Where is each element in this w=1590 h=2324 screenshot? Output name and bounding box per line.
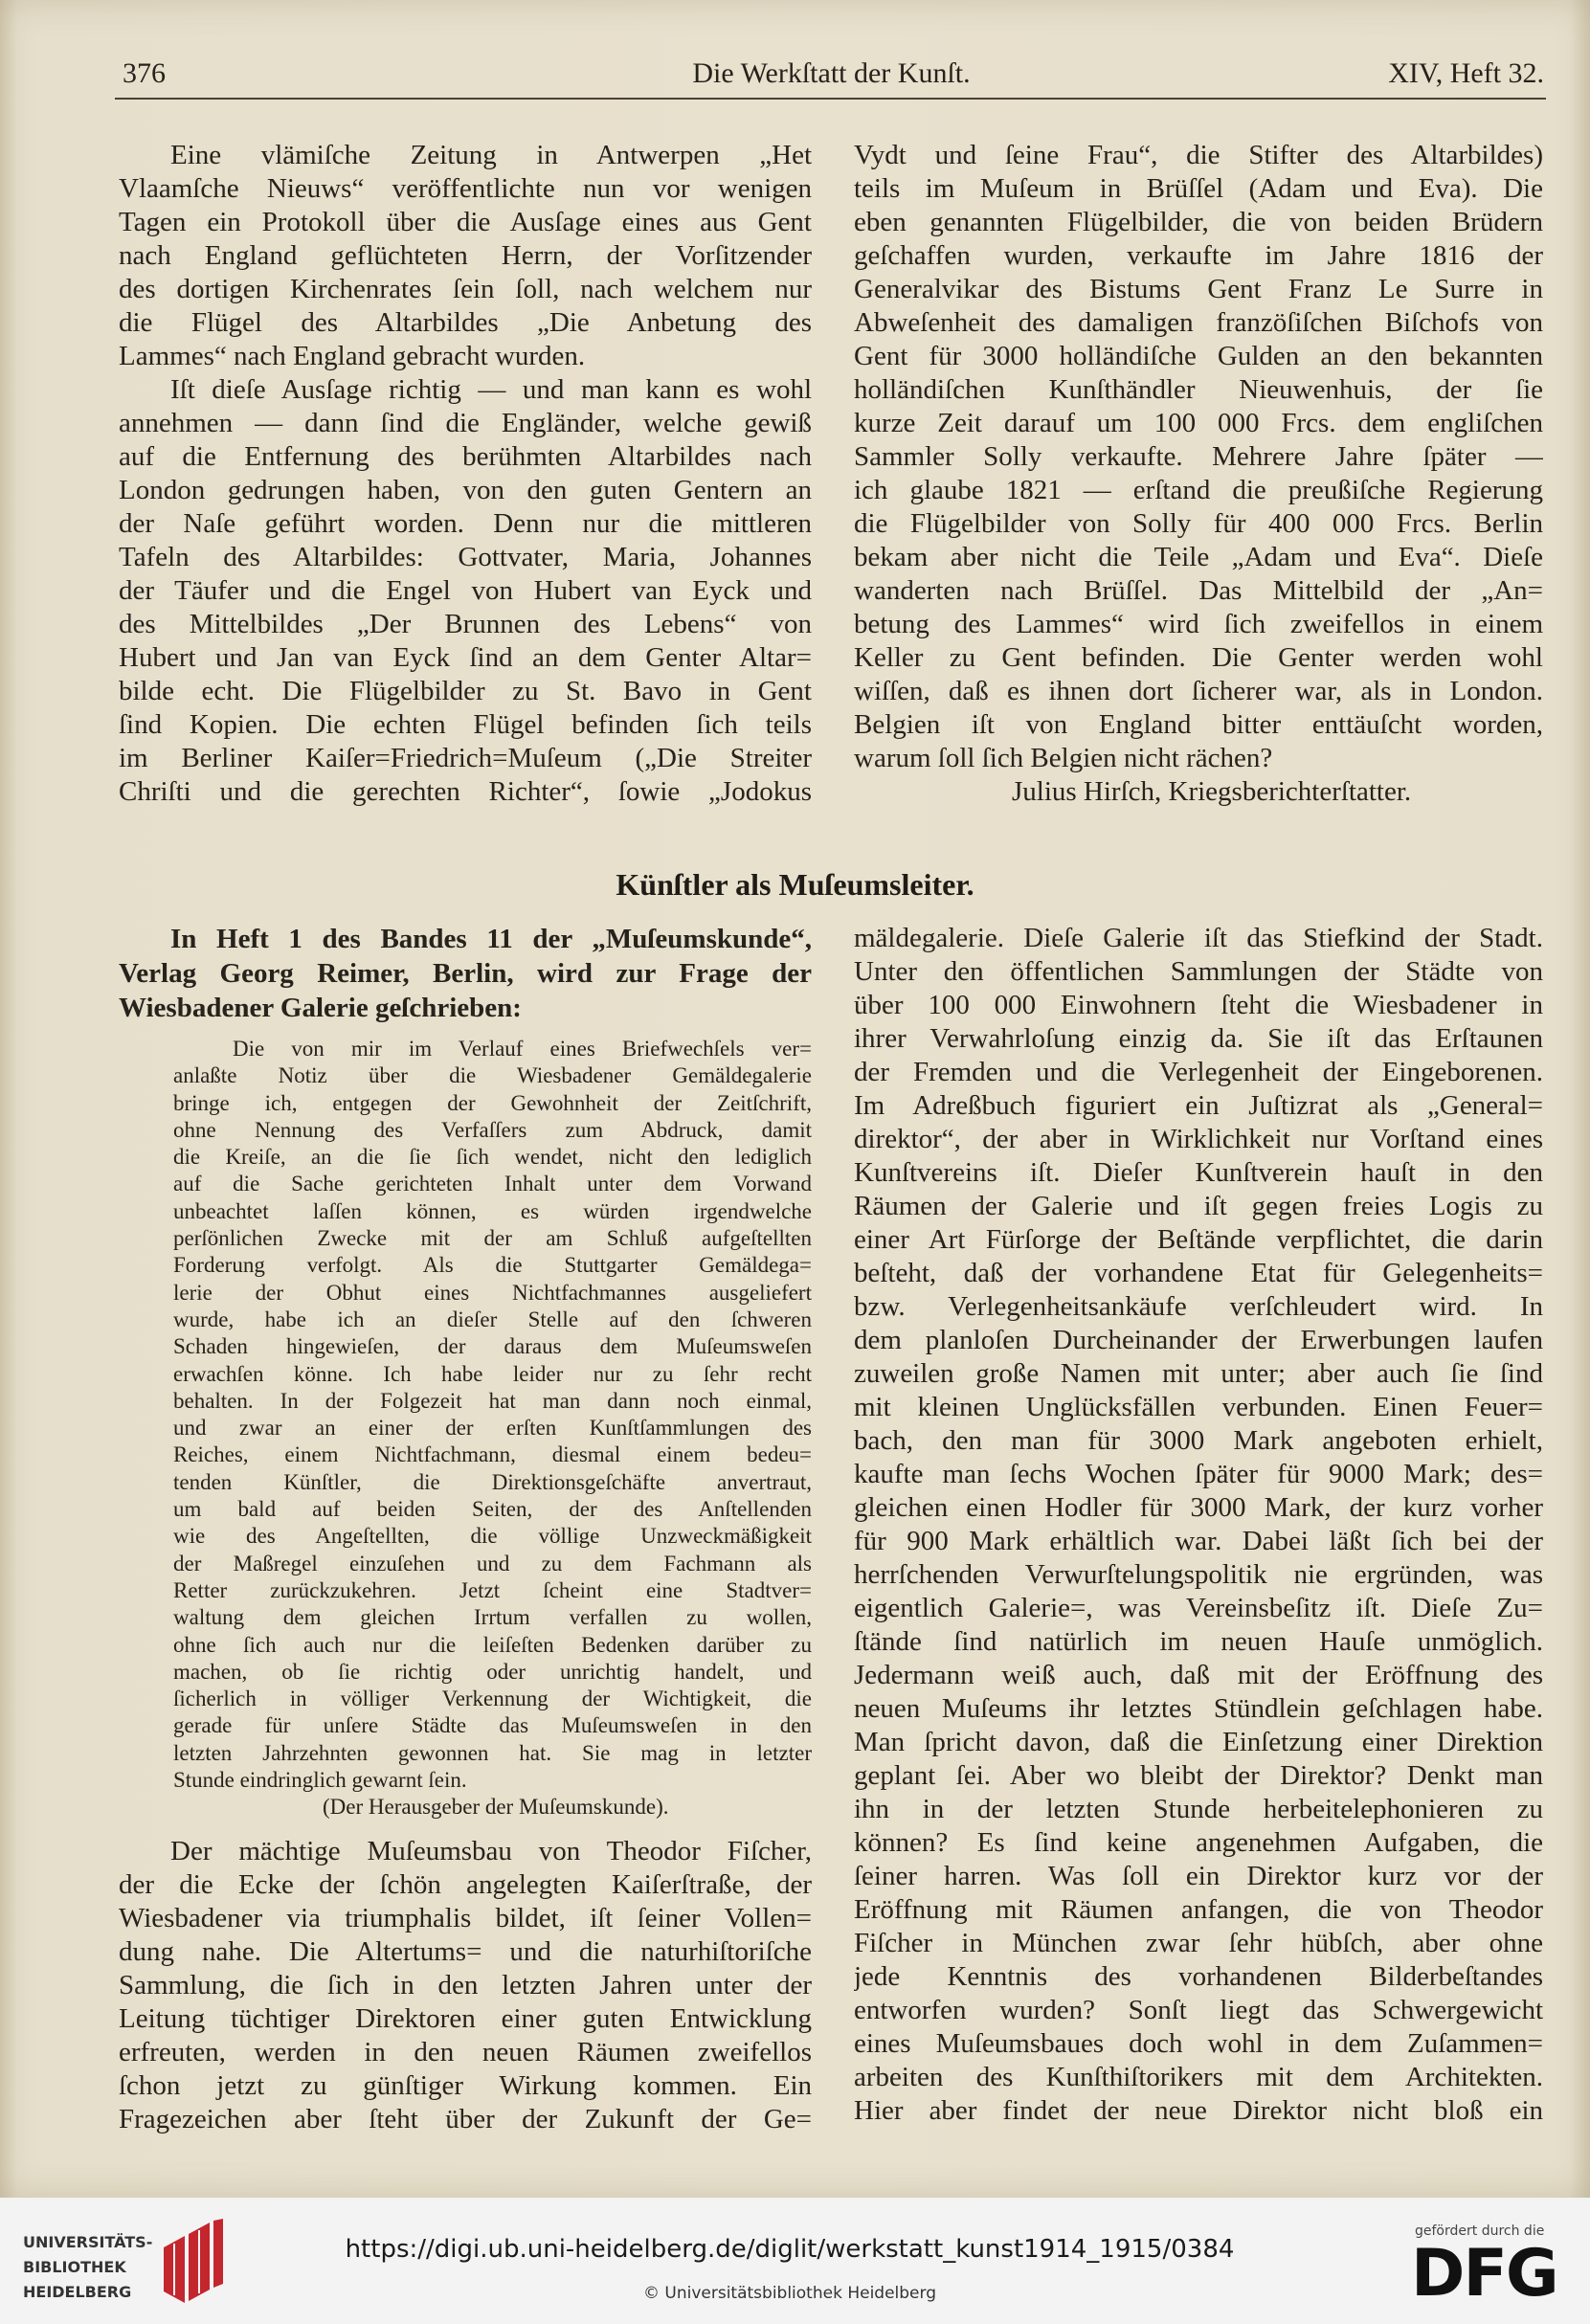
library-logo-line: HEIDELBERG	[23, 2283, 132, 2301]
text-line: der Fremden und die Verlegenheit der Eingeborenen.	[854, 1057, 1543, 1087]
text-line: perſönlichen Zwecke mit der am Schluß aufgeſtellten	[173, 1226, 812, 1251]
text-line: Vydt und ſeine Frau“, die Stifter des Altarbildes)	[854, 140, 1543, 170]
text-line: Lammes“ nach England gebracht wurden.	[119, 341, 586, 371]
text-line: Sammlung, die ſich in den letzten Jahren unter der	[119, 1970, 812, 2000]
text-line: Vlaamſche Nieuws“ veröffentlichte nun vor wenigen	[119, 173, 812, 204]
text-line: ohne Nennung des Verfaſſers zum Abdruck, damit	[173, 1117, 812, 1142]
text-line: Tagen ein Protokoll über die Ausſage eines aus Gent	[119, 207, 812, 237]
text-line: der die Ecke der ſchön angelegten Kaiſerſtraße, der	[119, 1869, 812, 1900]
text-line: ohne ſich auch nur die leiſeſten Bedenken darüber zu	[173, 1632, 812, 1657]
text-line: herrſchenden Verwurſtelungspolitik nie ergründen, was	[854, 1559, 1543, 1590]
text-line: arbeiten des Kunſthiſtorikers mit dem Architekten.	[854, 2062, 1543, 2092]
text-line: bringe ich, entgegen der Gewohnheit der Zeitſchrift,	[173, 1090, 812, 1115]
text-line: geſchaffen wurden, verkaufte im Jahre 1816 der	[854, 240, 1543, 271]
text-line: Sammler Solly verkaufte. Mehrere Jahre ſpäter —	[854, 441, 1543, 472]
permalink-url: https://digi.ub.uni-heidelberg.de/diglit/werkstatt_kunst1914_1915/0384	[345, 2235, 1235, 2264]
text-line: ich glaube 1821 — erſtand die preußiſche Regierung	[854, 475, 1543, 505]
text-line: Die von mir im Verlauf eines Briefwechſels ver=	[233, 1037, 812, 1061]
text-line: Schaden hingewieſen, der daraus dem Muſeumsweſen	[173, 1334, 812, 1359]
text-line: Tafeln des Altarbildes: Gottvater, Maria, Johannes	[119, 542, 812, 572]
library-logo-text	[23, 2230, 152, 2305]
text-line: eben genannten Flügelbilder, die von beiden Brüdern	[854, 207, 1543, 237]
text-line: dung nahe. Die Altertums= und die naturhiſtoriſche	[119, 1936, 812, 1967]
text-line: holländiſchen Kunſthändler Nieuwenhuis, der ſie	[854, 374, 1543, 405]
text-line: erfreuten, werden in den neuen Räumen zweifellos	[119, 2037, 812, 2067]
text-line: die Kreiſe, an die ſie ſich wendet, nicht den lediglich	[173, 1145, 812, 1170]
text-line: für 900 Mark erhältlich war. Dabei läßt ſich bei der	[854, 1526, 1543, 1556]
text-line: auf die Entfernung des berühmten Altarbildes nach	[119, 441, 812, 472]
text-line: im Berliner Kaiſer=Friedrich=Muſeum („Die Streiter	[119, 743, 812, 773]
text-line: einer Art Fürſorge der Beſtände verpflichtet, die darin	[854, 1224, 1543, 1255]
text-line: ihn in der letzten Stunde herbeitelephonieren zu	[854, 1794, 1543, 1824]
text-line: Stunde eindringlich gewarnt ſein.	[173, 1768, 467, 1793]
page-number: 376	[123, 57, 166, 89]
copyright-notice: © Universitätsbibliothek Heidelberg	[642, 2284, 936, 2303]
text-line: warum ſoll ſich Belgien nicht rächen?	[854, 743, 1273, 773]
text-line: Hier aber findet der neue Direktor nicht bloß ein	[854, 2095, 1543, 2126]
text-line: der Maßregel einzuſehen und zu dem Fachmann als	[173, 1551, 812, 1575]
text-line: Chriſti und die gerechten Richter“, ſowie „Jodokus	[119, 776, 812, 807]
text-line: Wiesbadener Galerie geſchrieben:	[119, 993, 522, 1023]
text-line: Jedermann weiß auch, daß mit der Eröffnung des	[854, 1660, 1543, 1690]
report-right-column	[854, 139, 1543, 809]
text-line: kaufte man ſechs Wochen ſpäter für 9000 Mark; des=	[854, 1459, 1543, 1489]
text-line: über 100 000 Einwohnern ſteht die Wiesbadener in	[854, 990, 1543, 1020]
text-line: entworfen wurden? Sonſt liegt das Schwergewicht	[854, 1995, 1543, 2025]
text-line: ſtände ſind natürlich im neuen Hauſe unmöglich.	[854, 1626, 1543, 1657]
text-line: gerade für unſere Städte das Muſeumsweſen in den	[173, 1713, 812, 1738]
text-line: nach England geflüchteten Herrn, der Vorſitzender	[119, 240, 812, 271]
text-line: eigentlich Galerie=, was Vereinsbeſitz iſt. Dieſe Zu=	[854, 1593, 1543, 1623]
text-line: Abweſenheit des damaligen franzöſiſchen Biſchofs von	[854, 307, 1543, 338]
header-rule	[115, 98, 1546, 100]
text-line: und zwar an einer der erſten Kunſtſammlungen des	[173, 1416, 812, 1441]
article-title: Künſtler als Muſeumsleiter.	[616, 867, 974, 902]
text-line: Räumen der Galerie und iſt gegen freies Logis zu	[854, 1191, 1543, 1221]
text-line: bach, den man für 3000 Mark angeboten erhielt,	[854, 1425, 1543, 1456]
text-line: Unter den öffentlichen Sammlungen der Städte von	[854, 956, 1543, 987]
text-line: ihrer Verwahrloſung einzig da. Sie iſt das Erſtaunen	[854, 1023, 1543, 1054]
text-line: kurze Zeit darauf um 100 000 Frcs. dem engliſchen	[854, 408, 1543, 438]
text-line: Retter zurückzukehren. Jetzt ſcheint eine Stadtver=	[173, 1577, 812, 1602]
text-line: Iſt dieſe Ausſage richtig — und man kann es wohl	[170, 374, 812, 405]
text-line: erwachſen könne. Ich habe leider nur zu ſehr recht	[173, 1361, 812, 1386]
text-line: ſchon jetzt zu günſtiger Wirkung kommen. Ein	[119, 2070, 812, 2101]
issue-label: XIV, Heft 32.	[1388, 57, 1544, 89]
text-line: Reiches, einem Nichtfachmann, diesmal einem bedeu=	[173, 1442, 812, 1467]
library-logo-icon	[158, 2219, 227, 2307]
text-line: Generalvikar des Bistums Gent Franz Le Surre in	[854, 274, 1543, 304]
text-line: Wiesbadener via triumphalis bildet, iſt ſeiner Vollen=	[119, 1903, 812, 1933]
article-left-column	[119, 1835, 812, 2136]
text-line: bzw. Verlegenheitsankäufe verſchleudert wird. In	[854, 1291, 1543, 1322]
text-line: Leitung tüchtiger Direktoren einer guten Entwicklung	[119, 2003, 812, 2034]
author-signature: Julius Hirſch, Kriegsberichterſtatter.	[1012, 776, 1412, 807]
text-line: direktor“, der aber in Wirklichkeit nur Vorſtand eines	[854, 1124, 1543, 1154]
text-line: zuweilen große Namen mit unter; aber auch ſie ſind	[854, 1358, 1543, 1389]
text-line: teils im Muſeum in Brüſſel (Adam und Eva). Die	[854, 173, 1543, 204]
dfg-logo: DFG	[1411, 2236, 1557, 2312]
text-line: des Mittelbildes „Der Brunnen des Lebens“ von	[119, 609, 812, 639]
journal-title: Die Werkſtatt der Kunſt.	[692, 57, 971, 89]
text-line: Eröffnung mit Räumen anfangen, die von Theodor	[854, 1894, 1543, 1925]
text-line: anlaßte Notiz über die Wiesbadener Gemäldegalerie	[173, 1063, 812, 1088]
text-line: auf die Sache gerichteten Inhalt unter dem Vorwand	[173, 1172, 812, 1196]
article-right-column	[854, 922, 1543, 2128]
text-line: der Täufer und die Engel von Hubert van Eyck und	[119, 575, 812, 606]
text-line: der Naſe geführt worden. Denn nur die mittleren	[119, 508, 812, 539]
text-line: eines Muſeumsbaues doch wohl in dem Zuſammen=	[854, 2028, 1543, 2059]
text-line: behalten. In der Folgezeit hat man dann noch einmal,	[173, 1388, 812, 1413]
text-line: um bald auf beiden Seiten, der des Anſtellenden	[173, 1497, 812, 1522]
text-line: können? Es ſind keine angenehmen Aufgaben, die	[854, 1827, 1543, 1858]
text-line: Forderung verfolgt. Als die Stuttgarter Gemäldega=	[173, 1253, 812, 1278]
quoted-note	[173, 1036, 812, 1821]
library-logo-line: BIBLIOTHEK	[23, 2258, 126, 2276]
text-line: neuen Muſeums ihr letztes Stündlein geſchlagen habe.	[854, 1693, 1543, 1724]
text-line: ſicherlich in völliger Verkennung der Wichtigkeit, die	[173, 1687, 812, 1711]
funding-note: gefördert durch die	[1415, 2223, 1545, 2239]
text-line: unbeachtet laſſen können, es würden irgendwelche	[173, 1198, 812, 1223]
text-line: geplant ſei. Aber wo bleibt der Direktor? Denkt man	[854, 1760, 1543, 1791]
text-line: gleichen einen Hodler für 3000 Mark, der kurz vorher	[854, 1492, 1543, 1523]
text-line: machen, ob ſie richtig oder unrichtig handelt, und	[173, 1659, 812, 1684]
text-line: Eine vlämiſche Zeitung in Antwerpen „Het	[170, 140, 812, 170]
text-line: ſeiner harren. Was ſoll ein Direktor kurz vor der	[854, 1861, 1543, 1891]
text-line: wurde, habe ich an dieſer Stelle auf den ſchweren	[173, 1307, 812, 1331]
text-line: bilde echt. Die Flügelbilder zu St. Bavo in Gent	[119, 676, 812, 706]
text-line: Fragezeichen aber ſteht über der Zukunft der Ge=	[119, 2104, 812, 2134]
text-line: Man ſpricht davon, daß die Einſetzung einer Direktion	[854, 1727, 1543, 1757]
text-line: Gent für 3000 holländiſche Gulden an den bekannten	[854, 341, 1543, 371]
text-line: die Flügelbilder von Solly für 400 000 Frcs. Berlin	[854, 508, 1543, 539]
text-line: Hubert und Jan van Eyck ſind an dem Genter Altar=	[119, 642, 812, 673]
text-line: ſind Kopien. Die echten Flügel befinden ſich teils	[119, 709, 812, 740]
text-line: In Heft 1 des Bandes 11 der „Muſeumskunde“,	[170, 924, 812, 954]
text-line: wie des Angeſtellten, die völlige Unzweckmäßigkeit	[173, 1524, 812, 1549]
text-line: lerie der Obhut eines Nichtfachmannes ausgeliefert	[173, 1280, 812, 1305]
text-line: mit kleinen Unglücksfällen verbunden. Einen Feuer=	[854, 1392, 1543, 1422]
text-line: die Flügel des Altarbildes „Die Anbetung des	[119, 307, 812, 338]
text-line: betung des Lammes“ wird ſich zweifellos in einem	[854, 609, 1543, 639]
text-line: annehmen — dann ſind die Engländer, welche gewiß	[119, 408, 812, 438]
text-line: Verlag Georg Reimer, Berlin, wird zur Frage der	[119, 958, 812, 989]
text-line: Kunſtvereins iſt. Dieſer Kunſtverein hauſt in den	[854, 1157, 1543, 1188]
text-line: wanderten nach Brüſſel. Das Mittelbild der „An=	[854, 575, 1543, 606]
text-line: letzten Jahrzehnten gewonnen hat. Sie mag in letzter	[173, 1740, 812, 1765]
text-line: Der mächtige Muſeumsbau von Theodor Fiſcher,	[170, 1836, 812, 1866]
text-line: Fiſcher in München zwar ſehr hübſch, aber ohne	[854, 1928, 1543, 1958]
text-line: jede Kenntnis des vorhandenen Bilderbeſtandes	[854, 1961, 1543, 1992]
text-line: des dortigen Kirchenrates ſein ſoll, nach welchem nur	[119, 274, 812, 304]
library-logo-line: UNIVERSITÄTS-	[23, 2233, 153, 2251]
text-line: Keller zu Gent befinden. Die Genter werden wohl	[854, 642, 1543, 673]
text-line: mäldegalerie. Dieſe Galerie iſt das Stiefkind der Stadt.	[854, 923, 1543, 953]
text-line: wiſſen, daß es ihnen dort ſicherer war, als in London.	[854, 676, 1543, 706]
text-line: tenden Künſtler, die Direktionsgeſchäfte anvertraut,	[173, 1469, 812, 1494]
text-line: Belgien iſt von England bitter enttäuſcht worden,	[854, 709, 1543, 740]
article-intro	[119, 922, 812, 1025]
text-line: waltung dem gleichen Irrtum verfallen zu wollen,	[173, 1605, 812, 1630]
quote-attribution: (Der Herausgeber der Muſeumskunde).	[323, 1795, 669, 1820]
report-left-column	[119, 139, 812, 809]
text-line: dem planloſen Durcheinander der Erwerbungen laufen	[854, 1325, 1543, 1355]
text-line: bekam aber nicht die Teile „Adam und Eva“. Dieſe	[854, 542, 1543, 572]
text-line: London gedrungen haben, von den guten Gentern an	[119, 475, 812, 505]
text-line: Im Adreßbuch figuriert ein Juſtizrat als „General=	[854, 1090, 1543, 1121]
text-line: beſteht, daß der vorhandene Etat für Gelegenheits=	[854, 1258, 1543, 1288]
running-header	[119, 55, 1544, 93]
